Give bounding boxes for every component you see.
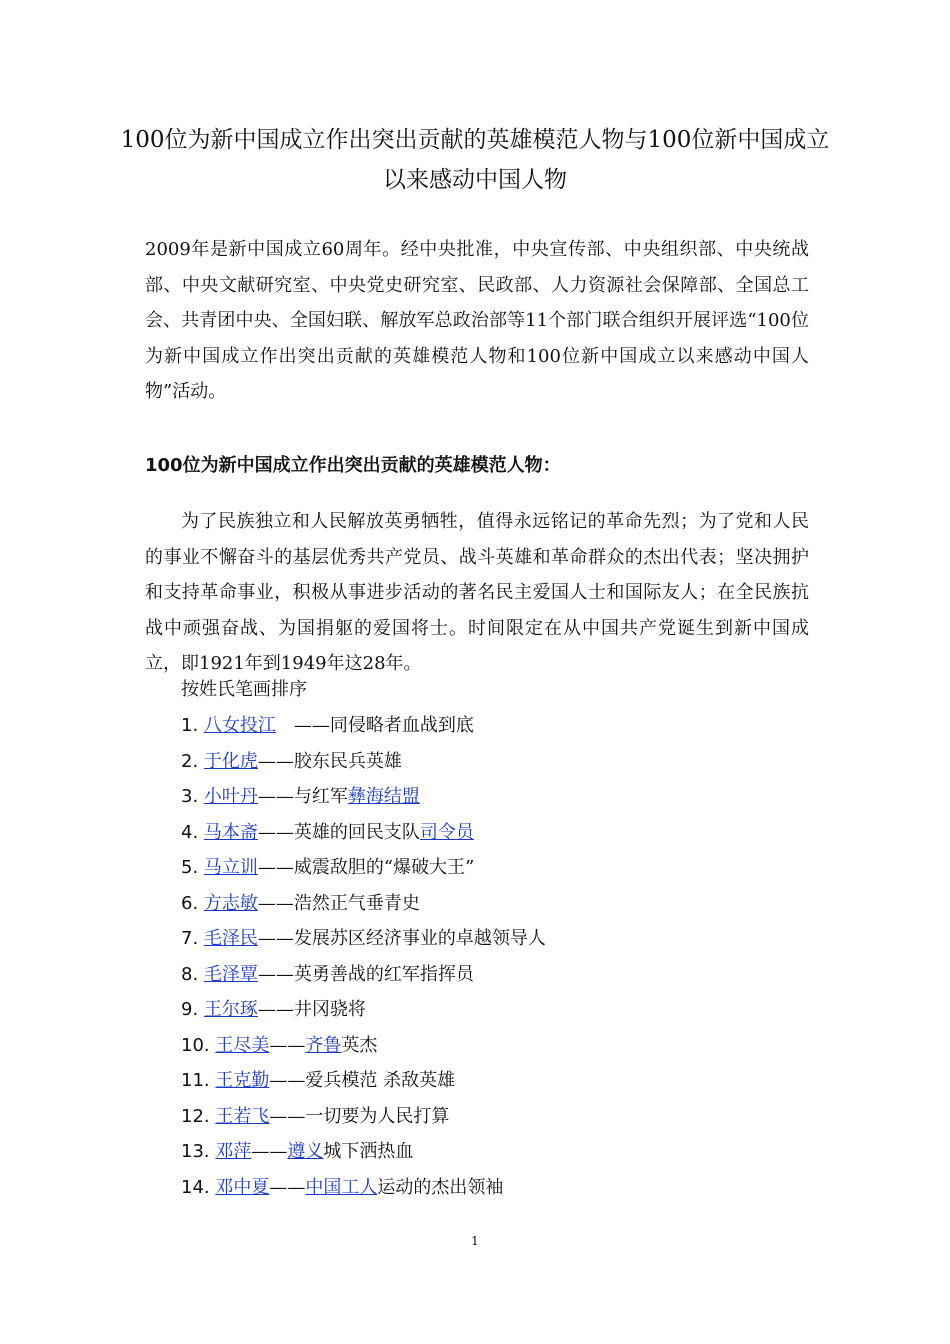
hyperlink[interactable]: 王克勤 [215,1070,270,1091]
list-item-number: 10. [181,1034,216,1056]
hyperlink[interactable]: 毛泽民 [203,928,258,949]
list-item-number: 14. [181,1176,216,1198]
list-item [181,957,546,993]
list-item [181,886,546,922]
hero-list [181,708,546,1205]
hyperlink[interactable]: 遵义 [287,1141,324,1162]
hyperlink[interactable]: 方志敏 [203,892,258,914]
list-item-number: 7. [181,928,204,949]
list-item [181,779,546,815]
list-item-number: 6. [181,892,204,914]
list-item-number: 4. [181,821,204,843]
list-item-text: ——同侵略者血战到底 [275,715,474,736]
list-item-text: ——英勇善战的红军指挥员 [257,963,474,985]
list-item-text: ——一切要为人民打算 [269,1105,450,1127]
list-item [181,1028,546,1064]
list-item-text: 运动的杰出领袖 [377,1176,504,1198]
list-item-text: —— [251,1141,288,1162]
list-item-number: 11. [181,1070,216,1091]
list-item [181,992,546,1028]
list-item [181,921,546,957]
list-item [181,1063,546,1099]
list-item-number: 13. [181,1141,216,1162]
hyperlink[interactable]: 八女投江 [203,715,276,736]
intro-paragraph: 2009年是新中国成立60周年。经中央批准，中央宣传部、中央组织部、中央统战部、中央文献研究室、中央党史研究室、民政部、人力资源社会保障部、全国总工会、共青团中央、全国妇联、解放军总政治部等11个部门联合组织开展评选“100位为新中国成立作出突出贡献的英雄模范人物和100位新中国成立以来感动中国人物”活动。 [145,239,809,402]
section-heading: 100位为新中国成立作出突出贡献的英雄模范人物： [145,455,561,476]
hyperlink[interactable]: 王尽美 [215,1034,270,1056]
list-item-text: ——威震敌胆的“爆破大王” [257,857,475,878]
list-item-text: —— [269,1034,306,1056]
hyperlink[interactable]: 邓萍 [215,1141,252,1162]
list-item [181,1099,546,1135]
hyperlink[interactable]: 小叶丹 [203,786,258,807]
hyperlink[interactable]: 毛泽覃 [203,963,258,985]
list-item [181,815,546,851]
list-item-text: ——与红军 [257,786,348,807]
list-item [181,1170,546,1206]
list-item-text: 英杰 [341,1034,378,1056]
hyperlink[interactable]: 邓中夏 [215,1176,270,1198]
list-item-number: 12. [181,1105,216,1127]
list-item-text: ——英雄的回民支队 [257,821,420,843]
list-item-text: ——胶东民兵英雄 [257,750,402,772]
section-description: 为了民族独立和人民解放英勇牺牲，值得永远铭记的革命先烈；为了党和人民的事业不懈奋斗的基层优秀共产党员、战斗英雄和革命群众的杰出代表；坚决拥护和支持革命事业，积极从事进步活动的著名民主爱国人士和国际友人；在全民族抗战中顽强奋战、为国捐躯的爱国将士。时间限定在从中国共产党诞生到新中国成立，即1921年到1949年这28年。 [145,511,809,674]
hyperlink[interactable]: 马本斋 [203,821,258,843]
hyperlink[interactable]: 王若飞 [215,1105,270,1127]
list-item-text: ——井冈骁将 [257,999,366,1020]
list-item-number: 8. [181,963,204,985]
document-title: 100位为新中国成立作出突出贡献的英雄模范人物与100位新中国成立以来感动中国人物 [120,127,830,193]
list-item-text: ——浩然正气垂青史 [257,892,420,914]
list-item-number: 9. [181,999,204,1020]
list-item-text: ——爱兵模范 杀敌英雄 [269,1070,456,1091]
hyperlink[interactable]: 于化虎 [203,750,258,772]
page-number: 1 [471,1234,479,1248]
hyperlink[interactable]: 中国工人 [305,1176,378,1198]
list-item [181,1134,546,1170]
sort-note: 按姓氏笔画排序 [181,679,307,700]
list-item [181,744,546,780]
list-item-text: 城下洒热血 [323,1141,414,1162]
list-item-number: 1. [181,715,204,736]
list-item [181,850,546,886]
hyperlink[interactable]: 马立训 [203,857,258,878]
hyperlink[interactable]: 彝海结盟 [347,786,420,807]
hyperlink[interactable]: 司令员 [419,821,474,843]
list-item [181,708,546,744]
list-item-text: —— [269,1176,306,1198]
list-item-number: 5. [181,857,204,878]
hyperlink[interactable]: 齐鲁 [305,1034,342,1056]
list-item-number: 2. [181,750,204,772]
hyperlink[interactable]: 王尔琢 [203,999,258,1020]
list-item-text: ——发展苏区经济事业的卓越领导人 [257,928,546,949]
list-item-number: 3. [181,786,204,807]
